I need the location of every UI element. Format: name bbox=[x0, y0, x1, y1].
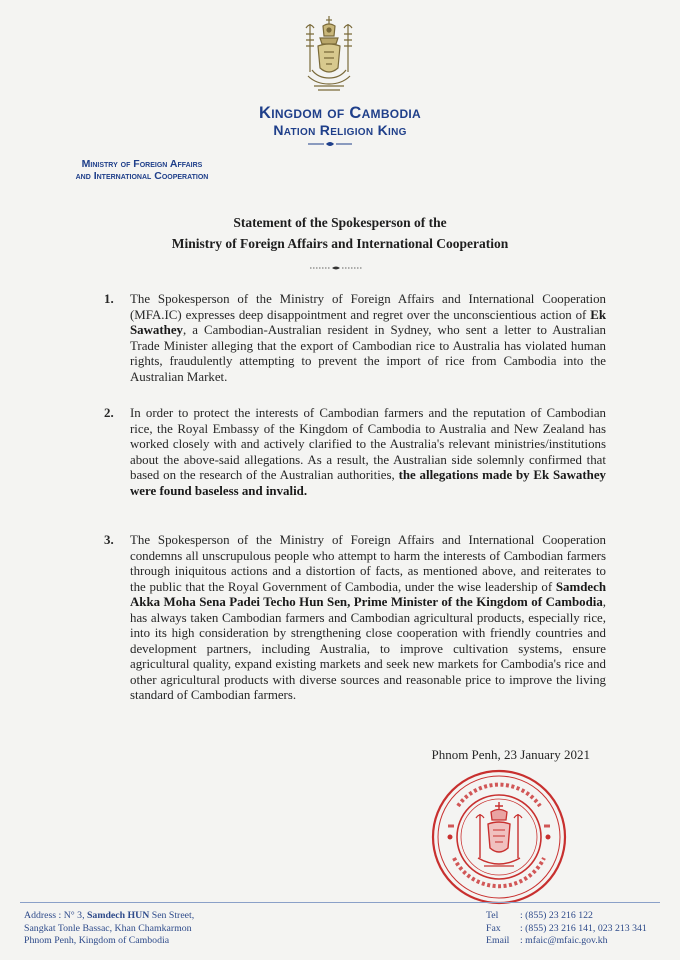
tel-line bbox=[486, 910, 666, 923]
bold-name: Ek Sawathey bbox=[130, 307, 606, 337]
fax-label: Fax bbox=[486, 922, 501, 934]
ministry-line-1: Ministry of Foreign Affairs bbox=[81, 158, 203, 170]
address-line-1 bbox=[24, 910, 284, 923]
paragraph-3 bbox=[106, 533, 606, 704]
statement-title-line-1: Statement of the Spokesperson of the bbox=[233, 215, 447, 230]
bold-conclusion: the allegations made by Ek Sawathey were found baseless and invalid. bbox=[130, 468, 607, 498]
footer-address bbox=[24, 910, 284, 948]
address-line-2: Sangkat Tonle Bassac, Khan Chamkarmon bbox=[24, 922, 192, 934]
paragraph-2 bbox=[106, 406, 606, 499]
address-street: Sen Street, bbox=[149, 910, 195, 921]
text-span: , has always taken Cambodian farmers and Cambodian agricultural products, especially rice, into its high consideration by strengthening close cooperation with friendly countries and development partners, including Australia, to improve cultivation systems, ensure agricultural quality, expand existing markets and seek new markets for Cambodia's rice and other agricultural products with diverse sources and reasonable price to improve the living standard of Cambodian farmers. bbox=[130, 595, 606, 702]
address-label: Address : N° 3, bbox=[24, 910, 87, 921]
paragraph-number: 2. bbox=[104, 406, 114, 420]
place-date: Phnom Penh, 23 January 2021 bbox=[431, 747, 590, 762]
text-span: The Spokesperson of the Ministry of Foreign Affairs and International Cooperation condemns all unscrupulous people who attempt to harm the interests of Cambodian farmers through iniquitous actions and a distortion of facts, as mentioned above, and reiterates to the public that the Royal Government of Cambodia, under the wise leadership of bbox=[130, 533, 606, 594]
email-line bbox=[486, 935, 666, 948]
ministry-line-2: and International Cooperation bbox=[75, 170, 209, 182]
ornament-divider-icon bbox=[306, 140, 354, 148]
motto-title: Nation Religion King bbox=[273, 122, 407, 138]
tel-value: : (855) 23 216 122 bbox=[520, 910, 593, 921]
paragraph-1 bbox=[106, 292, 606, 385]
paragraph-number: 1. bbox=[104, 292, 114, 306]
text-span: In order to protect the interests of Cambodian farmers and the reputation of Cambodian rice, the Royal Embassy of the Kingdom of Cambodia to Australia and New Zealand has worked closely with and actively clarified to the Australia's relevant ministries/institutions about the above-said allegations. As a result, the Australian side solemnly confirmed that based on the research of the Australian authorities, bbox=[130, 406, 606, 482]
ornament-divider-icon bbox=[308, 264, 364, 272]
footer-divider bbox=[20, 902, 660, 903]
text-span: The Spokesperson of the Ministry of Foreign Affairs and International Cooperation (MFA.IC) expresses deep disappointment and regret over the unconscientious action of bbox=[130, 292, 606, 322]
email-value[interactable]: : mfaic@mfaic.gov.kh bbox=[520, 935, 608, 946]
bold-prime-minister: Samdech Akka Moha Sena Padei Techo Hun Sen, Prime Minister of the Kingdom of Cambodia bbox=[130, 579, 606, 609]
royal-coat-of-arms-icon bbox=[298, 14, 360, 96]
email-label: Email bbox=[486, 935, 510, 946]
statement-title-line-2: Ministry of Foreign Affairs and International Cooperation bbox=[171, 236, 509, 251]
text-span: , a Cambodian-Australian resident in Sydney, who sent a letter to Australian Trade Minister alleging that the export of Cambodian rice to Australia has violated human rights, fraudulently attempting to prevent the import of rice from Cambodia into the Australian Market. bbox=[130, 323, 606, 384]
address-street-bold: Samdech HUN bbox=[86, 910, 150, 921]
paragraph-text bbox=[130, 406, 606, 499]
ministry-name bbox=[42, 158, 242, 182]
fax-value: : (855) 23 216 141, 023 213 341 bbox=[520, 922, 647, 934]
address-line-3: Phnom Penh, Kingdom of Cambodia bbox=[24, 935, 170, 946]
paragraph-text bbox=[130, 533, 606, 704]
paragraph-text bbox=[130, 292, 606, 385]
tel-label: Tel bbox=[486, 910, 499, 921]
kingdom-title: Kingdom of Cambodia bbox=[258, 104, 422, 122]
official-seal-icon bbox=[428, 766, 570, 908]
fax-line bbox=[486, 923, 666, 936]
footer-contact bbox=[486, 910, 666, 948]
paragraph-number: 3. bbox=[104, 533, 114, 547]
